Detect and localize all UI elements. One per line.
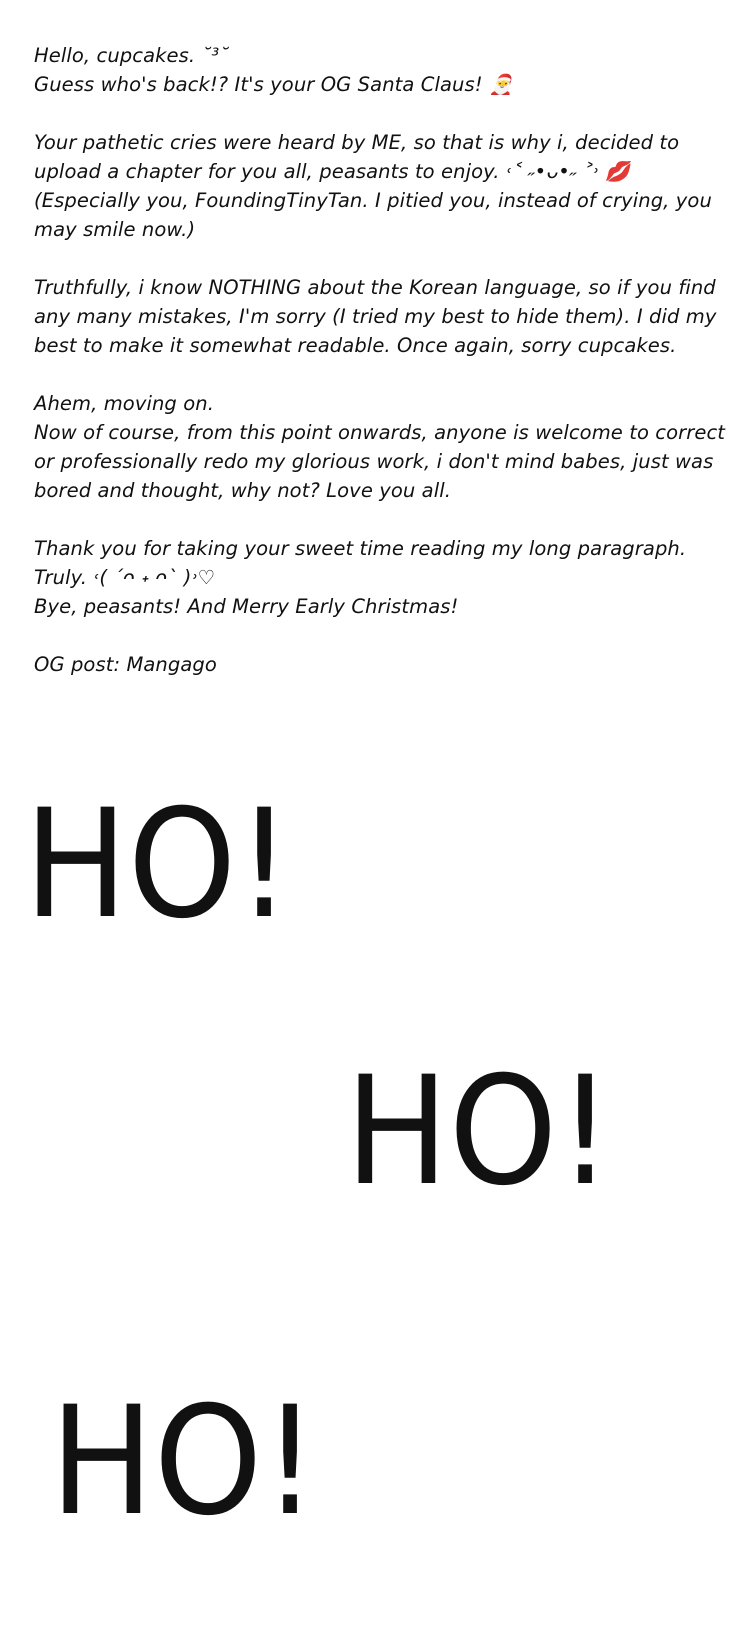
return-line: Guess who's back!? It's your OG Santa Claus! 🎅 [34, 73, 514, 96]
paragraph-corrections-welcome: Now of course, from this point onwards, anyone is welcome to correct or professionally redo my glorious work, i don't mind babes, just was bored and thought, why not? Love you all. [34, 421, 726, 502]
bye-line: Bye, peasants! And Merry Early Christmas! [34, 595, 459, 618]
greeting-line: Hello, cupcakes. ˘³˘ [34, 44, 230, 67]
ho-text-2: HO! [345, 1045, 613, 1219]
spacer [34, 360, 734, 389]
paragraph-korean-disclaimer: Truthfully, i know NOTHING about the Korean language, so if you find any many mistakes, I'm sorry (I tried my best to hide them). I did my best to make it somewhat readable. Once again, sorry cupcakes. [34, 276, 717, 357]
thanks-line: Thank you for taking your sweet time reading my long paragraph. [34, 537, 687, 560]
spacer [34, 99, 734, 128]
paragraph-chapter-upload: Your pathetic cries were heard by ME, so that is why i, decided to upload a chapter for you all, peasants to enjoy. ˓˂ ˶•ᴗ•˶ ˃˒ 💋 (Especially you, FoundingTinyTan. I pitied you, instead of crying, you may smile now.) [34, 131, 712, 241]
spacer [34, 621, 734, 650]
truly-line: Truly. ˓( ´ᴖ ˖ ᴖ` )˒♡ [34, 566, 216, 589]
ahem-line: Ahem, moving on. [34, 392, 214, 415]
author-note [34, 41, 734, 679]
ho-text-1: HO! [24, 778, 292, 952]
og-post-line: OG post: Mangago [34, 653, 217, 676]
spacer [34, 244, 734, 273]
ho-text-3: HO! [50, 1375, 318, 1549]
spacer [34, 505, 734, 534]
